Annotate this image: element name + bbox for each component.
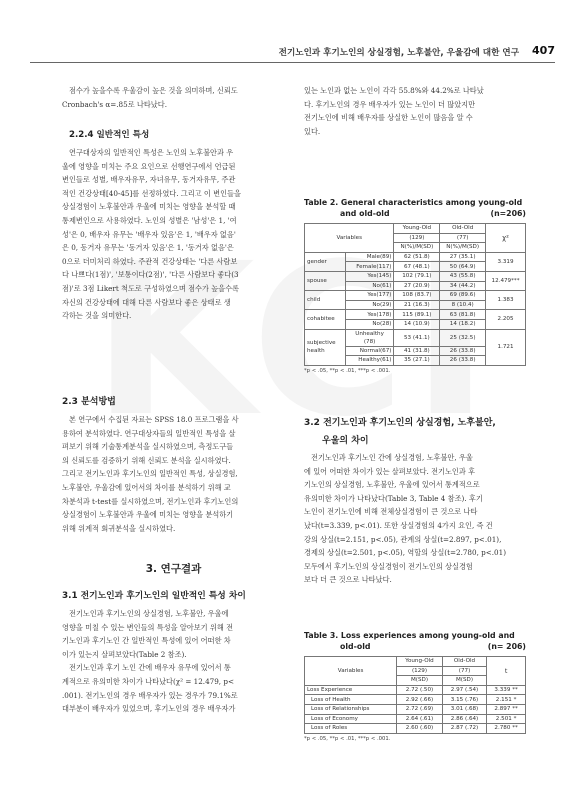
old-cell: 26 (33.8) [440,346,486,356]
text-line: 전기노인과 후기노인 간에 상실경험, 노후불안, 우울 [311,453,473,462]
group-cell: gender [305,252,346,271]
sub-cell: No(61) [345,281,394,291]
old-cell: 2.97 (.54) [442,685,486,695]
t-cell: 2.780 ** [487,724,526,734]
old-cell: 34 (44.2) [440,281,486,291]
group-text: health [307,348,325,355]
text-line: 위해 위계적 회귀분석을 실시하였다. [62,523,176,533]
text-line: 강의 상실(t=2.151, p<.05), 관계의 상실(t=2.897, p<.01), [304,534,502,544]
young-cell: 115 (89.1) [394,310,440,320]
old-cell: 2.86 (.64) [442,714,486,724]
header-old: Old-Old [442,657,486,667]
page-number: 407 [532,44,555,57]
text-line: 영향을 미칠 수 있는 변인들의 특성을 알아보기 위해 전 [62,622,234,632]
young-cell: 53 (41.1) [394,329,440,346]
text-line: 그리고 전기노인과 후기노인의 일반적인 특성, 상실경험, [62,469,238,479]
text-line: 있는 노인과 없는 노인이 각각 55.8%와 44.2%로 나타났 [304,86,484,95]
table-3-note: *p < .05, **p < .01, ***p < .001. [304,735,391,742]
group-cell: cohabitee [305,310,346,329]
text-line: 에 있어 어떠한 차이가 있는 살펴보았다. 전기노인과 후 [304,466,476,476]
table-2-note: *p < .05, **p < .01, ***p < .001. [304,367,391,374]
table-row [305,695,526,705]
table-2-block [304,197,526,374]
text-line: 전기노인에 비해 배우자를 상실한 노인이 많음을 알 수 [304,113,473,123]
chi-cell: 1.383 [486,291,526,310]
old-cell: 63 (81.8) [440,310,486,320]
sub-cell: Male(89) [345,252,394,262]
text-line: 변인들로 성별, 배우자유무, 자녀유무, 동거자유무, 주관 [62,175,236,185]
caption-line: Table 2. General characteristics among young-old [304,198,523,207]
sub-cell: No(28) [345,319,394,329]
old-cell: 50 (64.9) [440,262,486,272]
left-column-p1 [62,146,285,323]
old-cell: 25 (32.5) [440,329,486,346]
caption-line [304,641,526,652]
sub-cell: Yes(145) [345,271,394,281]
young-cell: 2.72 (.69) [397,704,443,714]
left-column [62,84,285,111]
old-cell: 14 (18.2) [440,319,486,329]
sub-text: (78) [363,338,376,345]
table-3-block [304,630,526,742]
right-column-p0 [304,84,525,138]
young-cell: 2.64 (.61) [397,714,443,724]
header-t: t [487,657,526,686]
group-cell: child [305,291,346,310]
header-old-n: (77) [440,233,486,243]
text-line: 각하는 것을 의미한다. [62,311,132,321]
text-line: 자신의 건강상태에 대해 다른 사람보다 좋은 상태로 생 [62,297,231,307]
header-young-m: M(SD) [397,676,443,686]
text-line: 점수가 높을수록 우울감이 높은 것을 의미하며, 신뢰도 [69,86,238,95]
table-2-caption [304,197,526,219]
table-row [305,310,526,320]
old-cell: 3.15 (.76) [442,695,486,705]
t-cell: 3.339 ** [487,685,526,695]
old-cell: 2.87 (.72) [442,724,486,734]
text-line: 적인 건강상태[40-45]를 선정하였다. 그리고 이 변인들을 [62,188,241,198]
chi-cell: 2.205 [486,310,526,329]
young-cell: 102 (79.1) [394,271,440,281]
variable-cell: Loss of Health [305,695,397,705]
text-line: 울에 영향을 미치는 주요 요인으로 선행연구에서 언급된 [62,161,236,171]
text-line: 전기노인과 후기 노인 간에 배우자 유무에 있어서 통 [69,663,231,673]
variable-cell: Loss Experience [305,685,397,695]
text-line: 다. 후기노인의 경우 배우자가 있는 노인이 더 많았지만 [304,99,476,109]
header-variables: Variables [305,657,397,686]
old-cell: 26 (33.8) [440,356,486,366]
chi-cell: 12.479*** [486,271,526,290]
table-row [305,685,526,695]
table-3-caption [304,630,526,652]
young-cell: 21 (16.3) [394,300,440,310]
text-line: 전기노인과 후기노인의 상실경험, 노후불안, 우울에 [69,609,229,618]
group-cell [305,329,346,365]
left-column-sec224 [62,129,285,143]
caption-text: old-old [340,642,371,651]
text-line: 용하여 분석하였다. 연구대상자들의 일반적인 특성을 살 [62,428,236,438]
old-cell: 69 (89.6) [440,291,486,301]
table-2 [304,223,526,366]
sample-size: (n= 206) [487,642,526,651]
section-heading-3-1: 3.1 전기노인과 후기노인의 일반적인 특성 차이 [62,591,246,601]
header-variables: Variables [305,224,394,253]
text-line: 상실경험이 노후불안과 우울에 미치는 영향을 분석할 때 [62,202,236,212]
table-3 [304,656,526,734]
sub-cell: Yes(178) [345,310,394,320]
header-chi: χ² [486,224,526,253]
table-row [305,714,526,724]
text-line: 이가 있는지 살펴보았다(Table 2 참조). [62,649,187,659]
variable-cell: Loss of Economy [305,714,397,724]
young-cell: 41 (31.8) [394,346,440,356]
chi-cell: 1.721 [486,329,526,365]
text-line: 대부분이 배우자가 있었으며, 후기노인의 경우 배우자가 [62,704,236,714]
text-line: .001). 전기노인의 경우 배우자가 있는 경우가 79.1%로 [62,690,238,700]
sub-cell: Normal(67) [345,346,394,356]
left-column-p2 [62,413,285,535]
right-column-sec32 [304,417,525,448]
chi-cell: 3.319 [486,252,526,271]
running-header [30,44,555,63]
old-cell: 43 (55.8) [440,271,486,281]
text-line: 있다. [304,126,321,136]
text-line: Cronbach's α=.85로 나타났다. [62,99,167,109]
text-line: 통제변인으로 사용하였다. 노인의 성별은 '남성'은 1, '여 [62,215,237,225]
text-line: 경제의 상실(t=2.501, p<.05), 역할의 상실(t=2.780, p<.01) [304,548,507,558]
variable-cell: Loss of Relationships [305,704,397,714]
text-line: 계적으로 유의미한 차이가 나타났다(χ² = 12.479, p< [62,676,234,686]
text-line: 모두에서 후기노인의 상실경험이 전기노인의 상실경험 [304,561,473,571]
table-row [305,252,526,262]
header-pct: N(%)/M(SD) [440,243,486,253]
text-line: 본 연구에서 수집된 자료는 SPSS 18.0 프로그램을 사 [69,415,239,424]
t-cell: 2.501 * [487,714,526,724]
table-row [305,724,526,734]
t-cell: 2.897 ** [487,704,526,714]
caption-line: Table 3. Loss experiences among young-old and [304,631,515,640]
text-line: 다 나쁘다(1점)', '보통이다(2점)', '다른 사람보다 좋다(3 [62,270,239,280]
header-old-m: M(SD) [442,676,486,686]
text-line: 은 0, 동거자 유무는 '동거자 있음'은 1, '동거자 없음'은 [62,243,234,253]
text-line: 노후불안, 우울감에 있어서의 차이를 분석하기 위해 교 [62,482,231,492]
text-line: 보다 더 큰 것으로 나타났다. [304,575,392,585]
young-cell: 2.72 (.50) [397,685,443,695]
header-young: Young-Old [397,657,443,667]
caption-line [304,208,526,219]
young-cell: 108 (83.7) [394,291,440,301]
old-cell: 3.01 (.68) [442,704,486,714]
sample-size: (n=206) [490,209,526,218]
header-old-n: (77) [442,666,486,676]
old-cell: 8 (10.4) [440,300,486,310]
text-line: 상실경험이 노후불안과 우울에 미치는 영향을 분석하기 [62,510,234,520]
text-line: 0으로 더미처리 하였다. 주관적 건강상태는 '다른 사람보 [62,256,238,266]
left-column-p3 [62,607,285,716]
text-line: 성'은 0, 배우자 유무는 '배우자 있음'은 1, '배우자 없음' [62,229,236,239]
text-line: 기노인과 후기노인 간 일반적인 특성에 있어 어떠한 차 [62,636,231,646]
text-line: 차분석과 t-test를 실시하였으며, 전기노인과 후기노인의 [62,496,239,506]
table-row [305,291,526,301]
young-cell: 67 (48.1) [394,262,440,272]
sub-text: Unhealthy [355,330,384,337]
sub-cell: Yes(177) [345,291,394,301]
section-heading-2-3: 2.3 분석방법 [62,397,116,407]
text-line: 연구대상자의 일반적인 특성은 노인의 노후불안과 우 [69,148,234,157]
text-line: 유의미한 차이가 나타났다(Table 3, Table 4 참조). 후기 [304,493,483,503]
section-heading-2-2-4: 2.2.4 일반적인 특성 [69,130,150,140]
caption-text: and old-old [340,209,390,218]
text-line: 점)'로 3점 Likert 척도로 구성하였으며 점수가 높을수록 [62,283,239,293]
text-line: 났다(t=3.339, p<.01). 또한 상실경험의 4가지 요인, 즉 건 [304,520,493,530]
young-cell: 2.60 (.60) [397,724,443,734]
running-title: 전기노인과 후기노인의 상실경험, 노후불안, 우울감에 대한 연구 [278,48,519,58]
left-column-sec3 [62,563,285,577]
left-column-sec23 [62,396,285,410]
left-column-sec31 [62,590,285,604]
text-line: 노인이 전기노인에 비해 전체상실경험이 큰 것으로 나타 [304,507,478,517]
text-line: 의 신뢰도를 검증하기 위해 신뢰도 분석을 실시하였다. [62,455,231,465]
group-text: subjective [307,340,336,347]
table-row [305,704,526,714]
header-young-n: (129) [397,666,443,676]
text-line: 기노인의 상실경험, 노후불안, 우울에 있어서 통계적으로 [304,480,480,490]
table-row [305,329,526,346]
header-old: Old-Old [440,224,486,234]
section-heading-3-2-cont: 우울의 차이 [322,435,369,446]
sub-cell [345,329,394,346]
section-heading-3: 3. 연구결과 [145,563,202,575]
young-cell: 62 (51.8) [394,252,440,262]
text-line: 펴보기 위해 기술통계분석을 실시하였으며, 측정도구들 [62,442,234,452]
sub-cell: No(29) [345,300,394,310]
sub-cell: Healthy(61) [345,356,394,366]
sub-cell: Female(117) [345,262,394,272]
group-cell: spouse [305,271,346,290]
right-column-p1 [304,451,525,587]
table-header-row [305,224,526,234]
young-cell: 2.92 (.66) [397,695,443,705]
young-cell: 35 (27.1) [394,356,440,366]
table-row [305,271,526,281]
t-cell: 2.151 * [487,695,526,705]
header-young: Young-Old [394,224,440,234]
variable-cell: Loss of Roles [305,724,397,734]
header-young-n: (129) [394,233,440,243]
old-cell: 27 (35.1) [440,252,486,262]
young-cell: 27 (20.9) [394,281,440,291]
young-cell: 14 (10.9) [394,319,440,329]
header-pct: N(%)/M(SD) [394,243,440,253]
section-heading-3-2: 3.2 전기노인과 후기노인의 상실경험, 노후불안, [304,418,496,428]
table-header-row [305,657,526,667]
paragraph-reliability [62,84,285,111]
